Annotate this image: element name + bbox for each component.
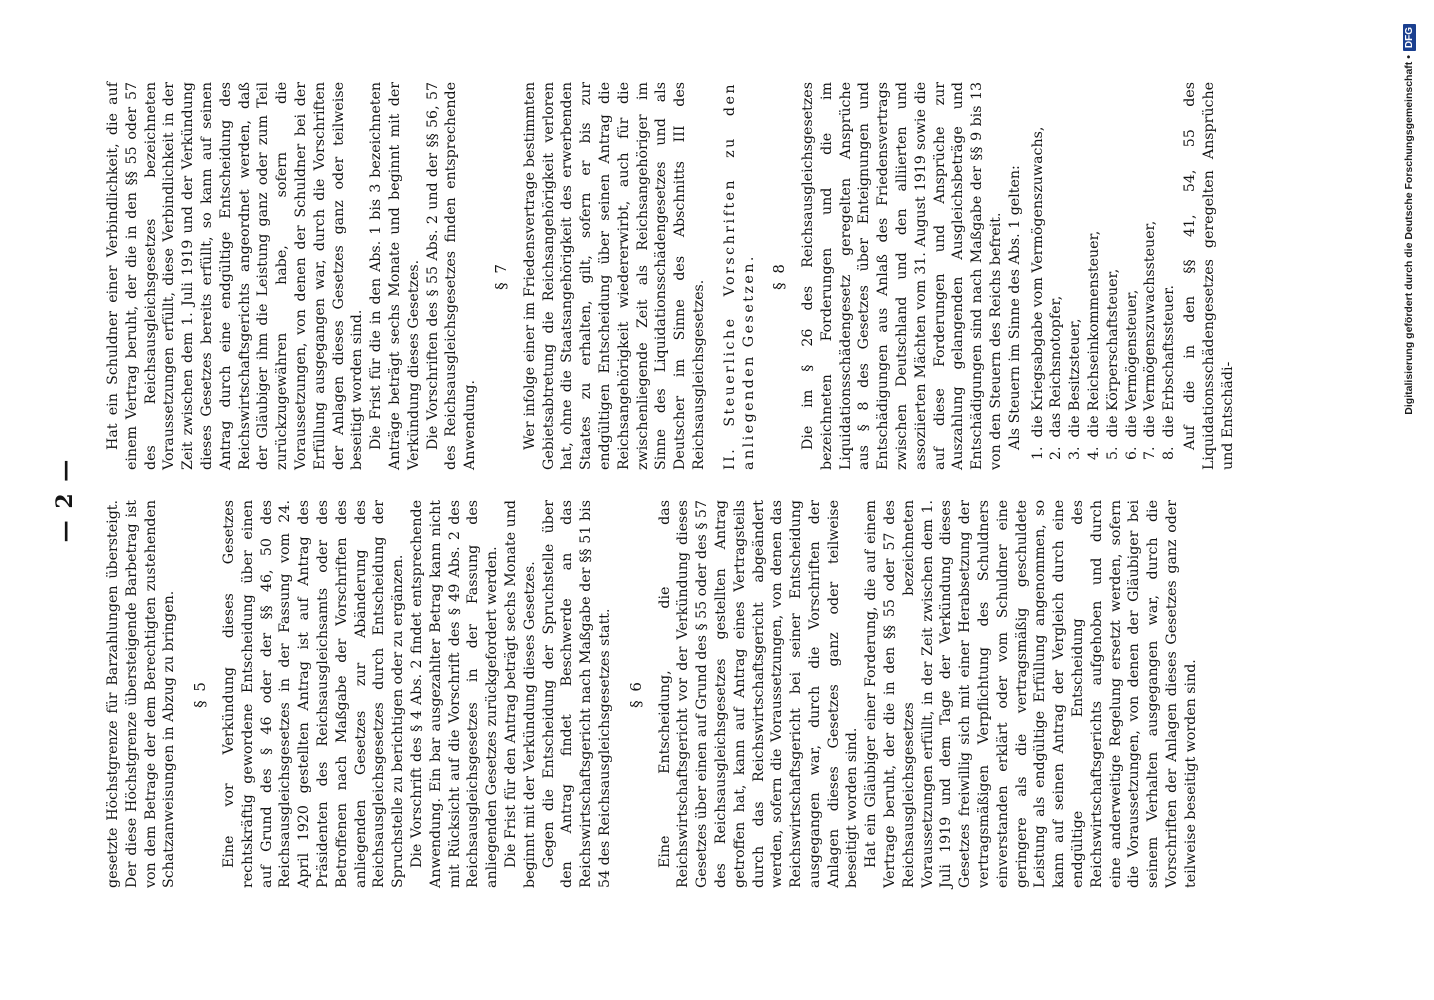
section-7-heading: § 7 <box>491 262 510 290</box>
list-item: 8. die Erbschaftssteuer. <box>1161 285 1178 460</box>
section-5-heading: § 5 <box>191 680 210 708</box>
section-6-heading: § 6 <box>626 680 645 708</box>
list-item: 1. die Kriegsabgabe vom Vermögenszuwachs, <box>1029 126 1046 460</box>
section-6-paragraph-1: Eine Entscheidung, die das Reichswirtschaftsgericht vor der Verkündung dieses Gesetzes über einen auf Grund des § 55 oder des § 57 des Reichsausgleichsgesetzes gestellten Antrag getroffen hat, kann auf Antrag eines Vertragsteils durch das Reichswirtschaftsgericht abgeändert werden, sofern die Voraussetzungen, von denen das Reichswirtschaftsgericht bei seiner Entscheidung ausgegangen war, durch die Vorschriften der Anlagen dieses Gesetzes ganz oder teilweise beseitigt worden sind. <box>656 500 861 888</box>
section-5-paragraph-2: Die Vorschrift des § 4 Abs. 2 findet entsprechende Anwendung. Ein bar ausgezahlter Betrag kann nicht mit Rücksicht auf die Vorschrift des § 49 Abs. 2 des Reichsausgleichsgesetzes in der Fassung des anliegenden Gesetzes zurückgefordert werden. <box>408 500 501 888</box>
list-item: 6. die Vermögensteuer, <box>1123 289 1140 460</box>
dfg-logo: DFG <box>1403 24 1416 51</box>
section-6-paragraph-3: Hat ein Schuldner einer Verbindlichkeit, die auf einem Vertrag beruht, der die in den §§ 55 oder 57 des Reichsausgleichsgesetzes bezeichneten Voraussetzungen erfüllt, diese Verbindlichkeit in der Zeit zwischen dem 1. Juli 1919 und der Verkündung dieses Gesetzes bereits erfüllt, so kann auf seinen Antrag durch eine endgültige Entscheidung des Reichswirtschaftsgerichts angeordnet werden, daß der Gläubiger ihm die Leistung ganz oder zum Teil zurückzugewähren habe, sofern die Voraussetzungen, von denen der Schuldner bei der Erfüllung ausgegangen war, durch die Vorschriften der Anlagen dieses Gesetzes ganz oder teilweise beseitigt worden sind. <box>105 82 366 470</box>
right-column <box>104 82 1237 470</box>
digitization-sidebar <box>1400 0 1426 1000</box>
section-8-paragraph-1: Die im § 26 des Reichsausgleichsgesetzes bezeichneten Forderungen und die im Liquidationsschädengesetz geregelten Ansprüche aus § 8 des Gesetzes über Enteignungen und Entschädigungen aus Anlaß des Friedensvertrags zwischen Deutschland und den alliierten und assoziierten Mächten vom 31. August 1919 sowie die auf diese Forderungen und Ansprüche zur Auszahlung gelangenden Ausgleichsbeträge und Entschädigungen sind nach Maßgabe der §§ 9 bis 13 von den Steuern des Reichs befreit. <box>800 82 1005 470</box>
section-6-paragraph-4: Die Frist für die in den Abs. 1 bis 3 bezeichneten Anträge beträgt sechs Monate und beginnt mit der Verkündung dieses Gesetzes. <box>368 82 422 470</box>
left-column <box>104 500 1201 888</box>
section-5-paragraph-4: Gegen die Entscheidung der Spruchstelle über den Antrag findet Beschwerde an das Reichswirtschaftsgericht nach Maßgabe der §§ 51 bis 54 des Reichsausgleichsgesetzes statt. <box>540 500 613 888</box>
list-item: 3. die Besitzsteuer, <box>1067 318 1084 460</box>
page-number: — 2 — <box>52 457 78 543</box>
list-item: 7. die Vermögenszuwachssteuer, <box>1142 220 1159 460</box>
dfg-credit-text: Digitalisierung gefördert durch die Deutsche Forschungsgemeinschaft • <box>1403 55 1415 415</box>
intro-paragraph: gesetzte Höchstgrenze für Barzahlungen übersteigt. Der diese Höchstgrenze übersteigende Barbetrag ist von dem Betrage der dem Berechtigten zustehenden Schatzanweisungen in Abzug zu bringen. <box>105 500 178 888</box>
section-5-paragraph-1: Eine vor Verkündung dieses Gesetzes rechtskräftig gewordene Entscheidung über einen auf Grund des § 46 oder der §§ 46, 50 des Reichsausgleichsgesetzes in der Fassung vom 24. April 1920 gestellten Antrag ist auf Antrag des Präsidenten des Reichsausgleichsamts oder des Betroffenen nach Maßgabe der Vorschriften des anliegenden Gesetzes zur Abänderung des Reichsausgleichsgesetzes durch Entscheidung der Spruchstelle zu berichtigen oder zu ergänzen. <box>220 500 407 888</box>
part-2-heading: II. Steuerliche Vorschriften zu den anliegenden Gesetzen. <box>721 82 757 470</box>
section-8-heading: § 8 <box>770 262 789 290</box>
section-6-paragraph-5: Die Vorschriften des § 55 Abs. 2 und der §§ 56, 57 des Reichsausgleichsgesetzes finden entsprechende Anwendung. <box>424 82 479 470</box>
section-6-paragraph-2: Hat ein Gläubiger einer Forderung, die auf einem Vertrage beruht, der die in den §§ 55 oder 57 des Reichsausgleichsgesetzes bezeichneten Voraussetzungen erfüllt, in der Zeit zwischen dem 1. Juli 1919 und dem Tage der Verkündung dieses Gesetzes freiwillig sich mit einer Herabsetzung der vertragsmäßigen Verpflichtung des Schuldners einverstanden erklärt oder vom Schuldner eine geringere als die vertragsmäßig geschuldete Leistung als endgültige Erfüllung angenommen, so kann auf seinen Antrag der Vergleich durch eine endgültige Entscheidung des Reichswirtschaftsgerichts aufgehoben und durch eine anderweitige Regelung ersetzt werden, sofern die Voraussetzungen, von denen der Gläubiger bei seinem Verhalten ausgegangen war, durch die Vorschriften der Anlagen dieses Gesetzes ganz oder teilweise beseitigt worden sind. <box>863 500 1199 888</box>
section-5-paragraph-3: Die Frist für den Antrag beträgt sechs Monate und beginnt mit der Verkündung dieses Gesetzes. <box>502 500 538 888</box>
list-item: 2. das Reichsnotopfer, <box>1048 295 1065 460</box>
list-item: 4. die Reichseinkommensteuer, <box>1086 230 1103 460</box>
dfg-credit-line <box>1403 24 1416 415</box>
section-7-paragraph-1: Wer infolge einer im Friedensvertrage bestimmten Gebietsabtretung die Reichsangehörigkeit verloren hat, ohne die Staatsangehörigkeit des erwerbenden Staates zu erhalten, gilt, sofern er bis zur endgültigen Entscheidung über seinen Antrag die Reichsangehörigkeit wiedererwirbt, auch für die zwischenliegende Zeit als Reichsangehöriger im Sinne des Liquidationsschädengesetzes und als Deutscher im Sinne des Abschnitts III des Reichsausgleichsgesetzes. <box>521 82 707 470</box>
tax-list <box>1029 82 1179 470</box>
section-8-paragraph-3: Auf die in den §§ 41, 54, 55 des Liquidationsschädengesetzes geregelten Ansprüche und Entschädi- <box>1182 82 1236 470</box>
list-item: 5. die Körperschaftsteuer, <box>1104 268 1121 460</box>
section-8-paragraph-2: Als Steuern im Sinne des Abs. 1 gelten: <box>1006 165 1023 450</box>
